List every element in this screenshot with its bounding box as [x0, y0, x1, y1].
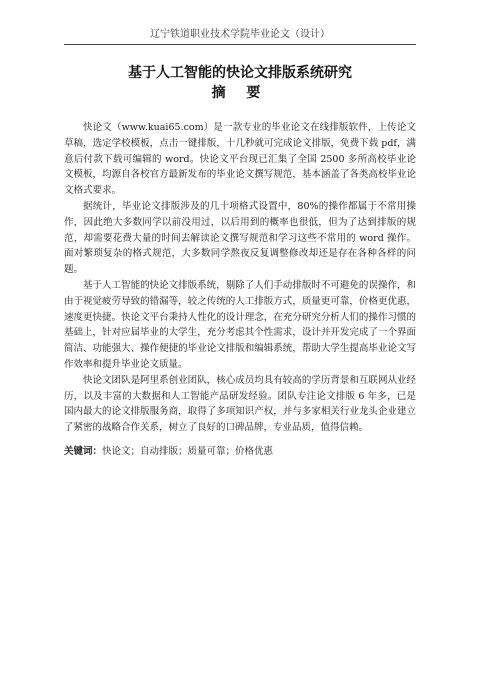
abstract-paragraph: 基于人工智能的快论文排版系统，剔除了人们手动排版时不可避免的误操作，和由于视觉疲劳导致的错漏等，较之传统的人工排版方式，质量更可靠，价格更优惠，速度更快捷。快论文平台秉持人性化的设计理念，在充分研究分析人们的操作习惯的基础上，针对应届毕业的大学生，充分考虑其个性需求，设计并开发完成了一个界面简洁、功能强大、操作便捷的毕业论文排版和编辑系统，帮助大学生提高毕业论文写作效率和提升毕业论文质量。	[64, 279, 416, 370]
keywords-text: 快论文；自动排版；质量可靠；价格优惠	[102, 445, 274, 457]
abstract-body	[64, 120, 416, 460]
abstract-paragraph: 据统计，毕业论文排版涉及的几十项格式设置中，80%的操作都属于不常用操作，因此绝大多数同学以前没用过，以后用到的概率也很低，但为了达到排版的规范，却需要花费大量的时间去解读论文撰写规范和学习这些不常用的 word 操作。面对繁琐复杂的格式规范，大多数同学熬夜反复调整修改却还是存在各种各样的问题。	[64, 200, 416, 276]
header-divider	[64, 44, 416, 45]
abstract-paragraph: 快论文（www.kuai65.com）是一款专业的毕业论文在线排版软件，上传论文草稿，选定学校模板，点击一键排版，十几秒就可完成论文排版，免费下载 pdf，满意后付款下载可编辑的 word。快论文平台现已汇集了全国 2500 多所高校毕业论文模板，均源自各校官方最新发布的毕业论文撰写规范，基本涵盖了各类高校毕业论文格式要求。	[64, 122, 416, 197]
keywords-line	[64, 444, 416, 460]
running-header: 辽宁铁道职业技术学院毕业论文（设计）	[150, 29, 330, 40]
keywords-label: 关键词：	[64, 445, 103, 457]
abstract-heading: 摘 要	[211, 85, 269, 101]
abstract-paragraph: 快论文团队是阿里系创业团队，核心成员均具有较高的学历背景和互联网从业经历，以及丰富的大数据和人工智能产品研发经验。团队专注论文排版 6 年多，已是国内最大的论文排版服务商，取得了多项知识产权，并与多家相关行业龙头企业建立了紧密的战略合作关系，树立了良好的口碑品牌，专业品质，值得信赖。	[64, 374, 416, 434]
document-title: 基于人工智能的快论文排版系统研究	[128, 65, 352, 81]
